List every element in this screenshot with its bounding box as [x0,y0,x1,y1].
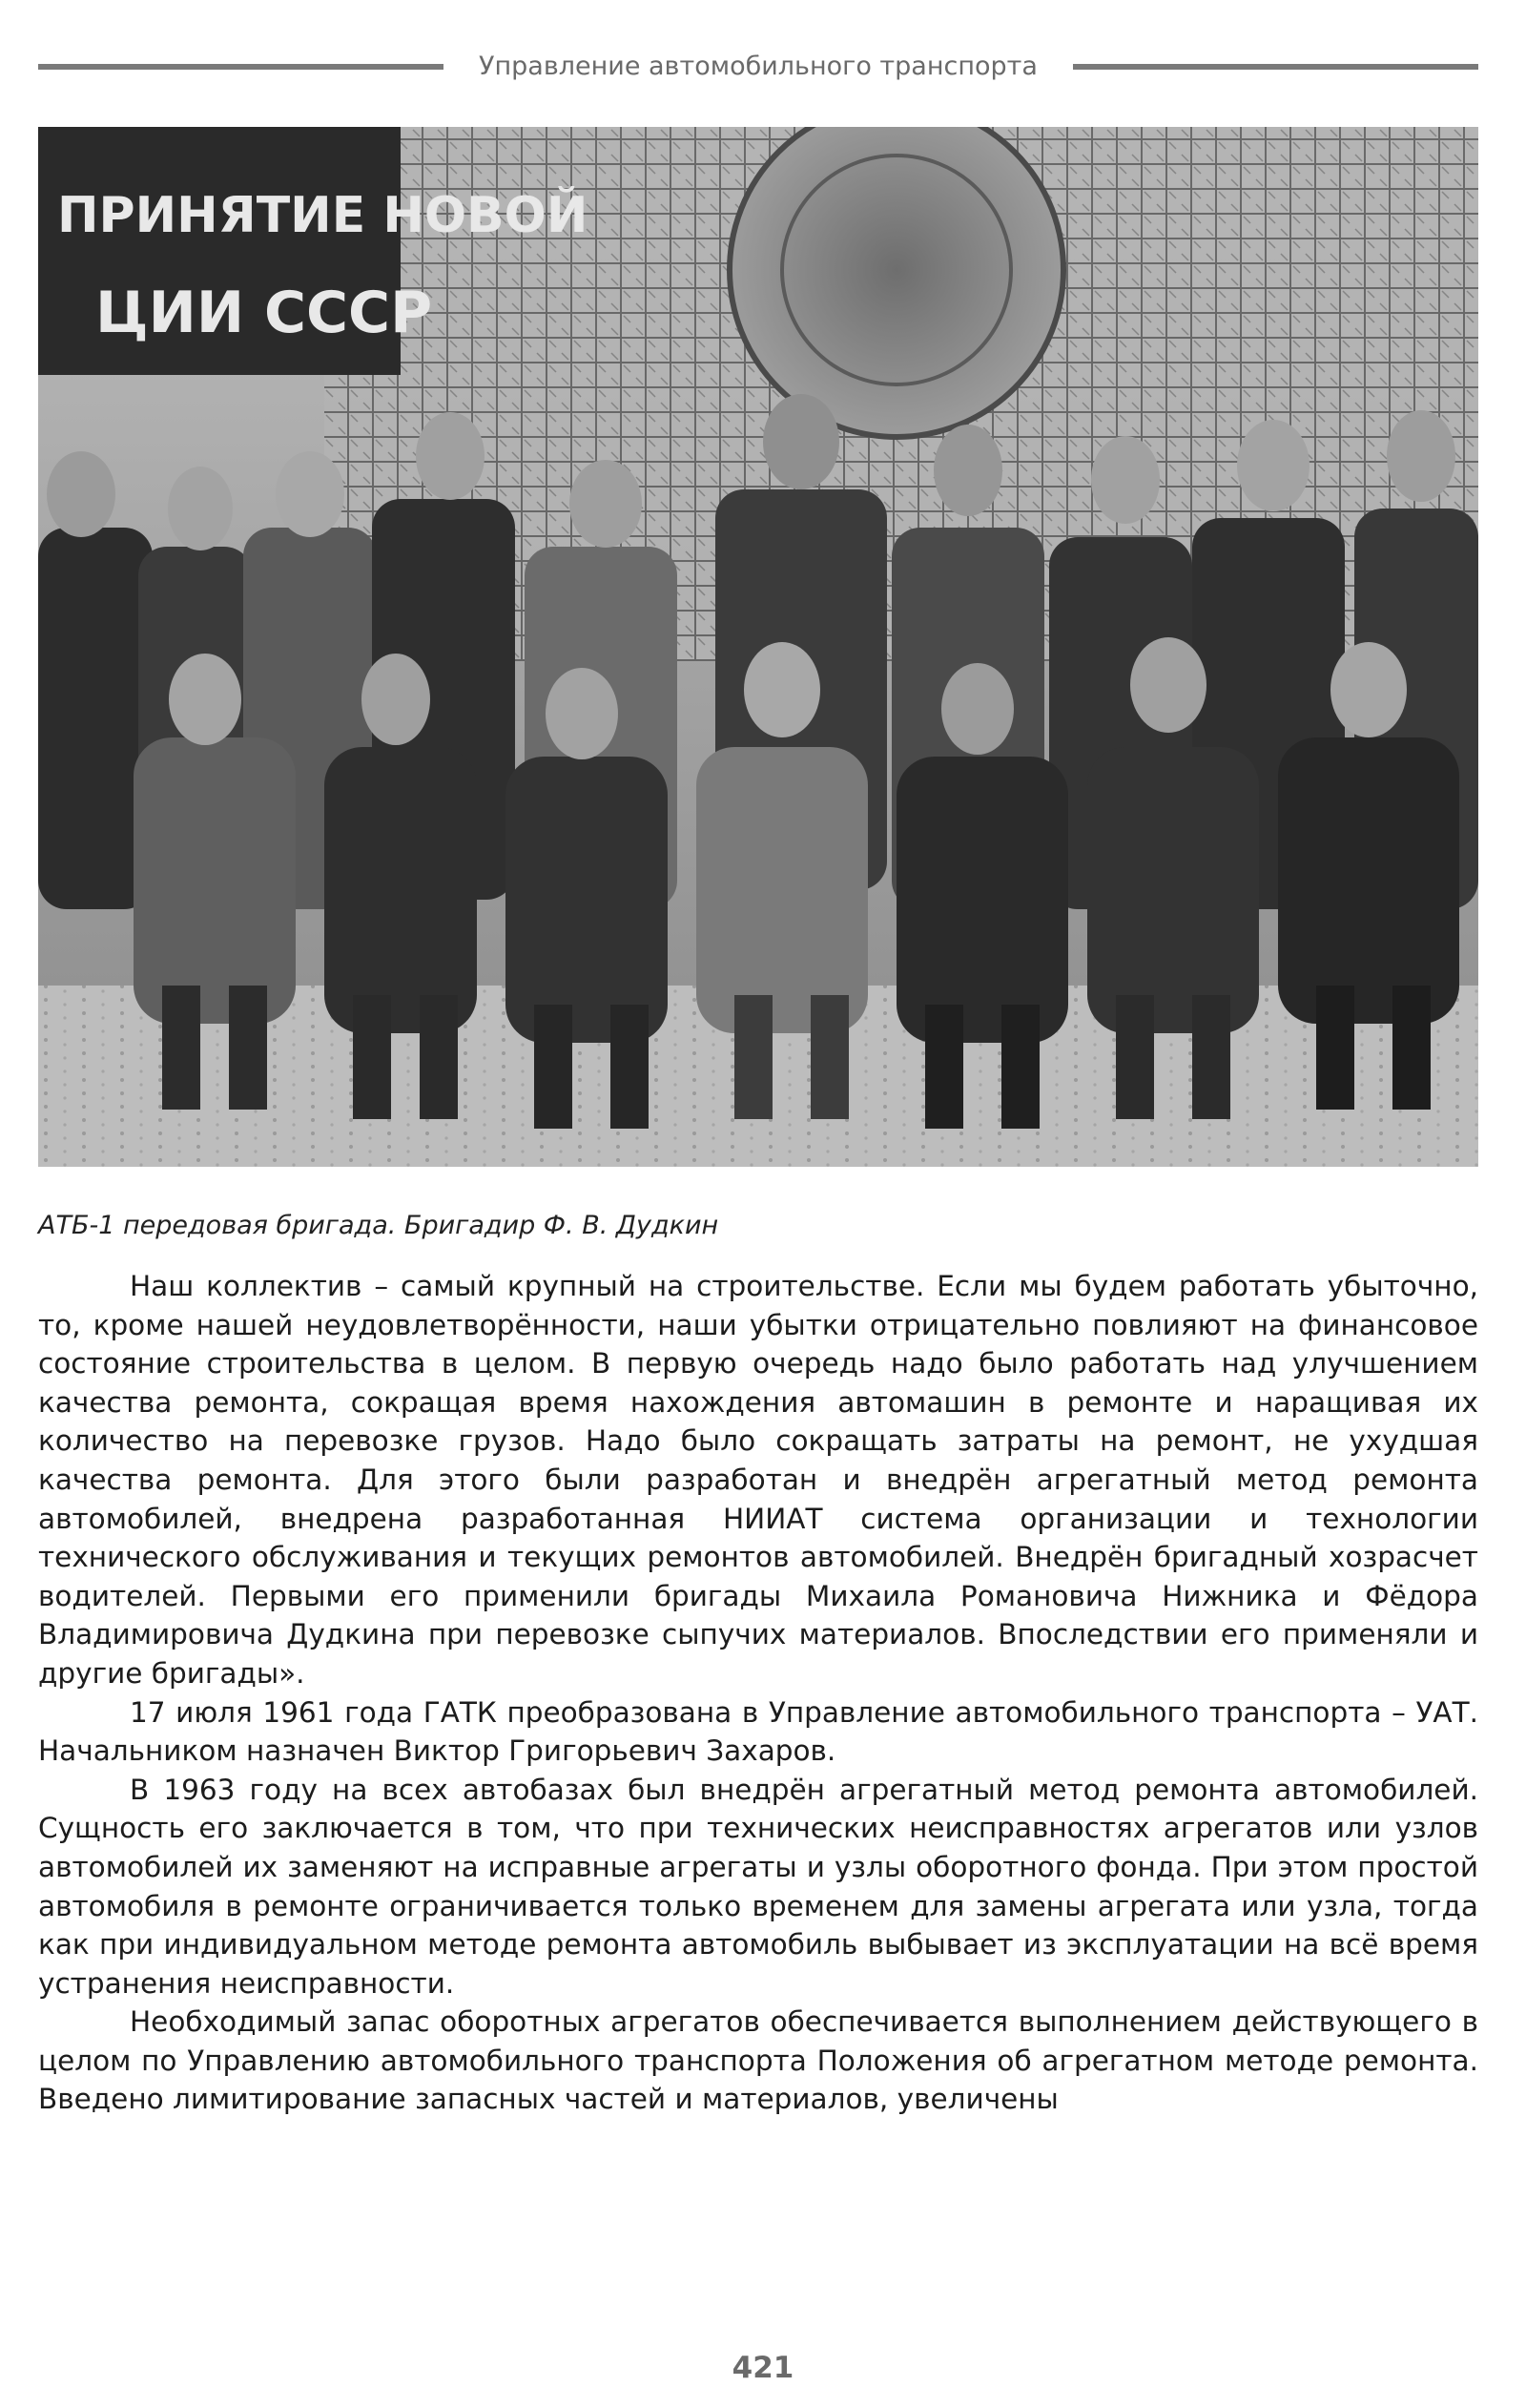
header-rule-right [1073,64,1478,70]
paragraph: Необходимый запас оборотных агрегатов обеспечивается выполнением действующего в целом по Управлению автомобильного транспорта Положения об агрегатном методе ремонта. Введено лимитирование запасных частей и материалов, увеличены [38,2005,1478,2116]
group-photo [38,127,1478,1167]
banner-text-2: ЦИИ СССР [95,280,433,346]
photo-caption: АТБ-1 передовая бригада. Бригадир Ф. В. Дудкин [38,1211,719,1240]
header-rule-left [38,64,443,70]
paragraph: 17 июля 1961 года ГАТК преобразована в Управление автомобильного транспорта – УАТ. Начальником назначен Виктор Григорьевич Захаров. [38,1695,1478,1768]
banner-text-1: ПРИНЯТИЕ НОВОЙ [57,187,588,244]
running-header [38,48,1478,86]
body-text [38,1267,1478,2119]
paragraph: Наш коллектив – самый крупный на строительстве. Если мы будем работать убыточно, то, кроме нашей неудовлетворённости, наши убытки отрицательно повлияют на финансовое состояние строительства в целом. В первую очередь надо было работать над улучшением качества ремонта, сокращая время нахождения автомашин в ремонте и наращивая их количество на перевозке грузов. Надо было сокращать затраты на ремонт, не ухудшая качества ремонта. Для этого были разработан и внедрён агрегатный метод ремонта автомобилей, внедрена разработанная НИИАТ система организации и технологии технического обслуживания и текущих ремонтов автомобилей. Внедрён бригадный хозрасчет водителей. Первыми его применили бригады Михаила Романовича Нижника и Фёдора Владимировича Дудкина при перевозке сыпучих материалов. Впоследствии его применяли и другие бригады». [38,1270,1478,1690]
page-number: 421 [732,2351,794,2385]
running-title: Управление автомобильного транспорта [479,52,1038,81]
paragraph: В 1963 году на всех автобазах был внедрён агрегатный метод ремонта автомобилей. Сущность его заключается в том, что при технических неисправностях агрегатов или узлов автомобилей их заменяют на исправные агрегаты и узлы оборотного фонда. При этом простой автомобиля в ремонте ограничивается только временем для замены агрегата или узла, тогда как при индивидуальном методе ремонта автомобиль выбывает из эксплуатации на всё время устранения неисправности. [38,1773,1478,2000]
